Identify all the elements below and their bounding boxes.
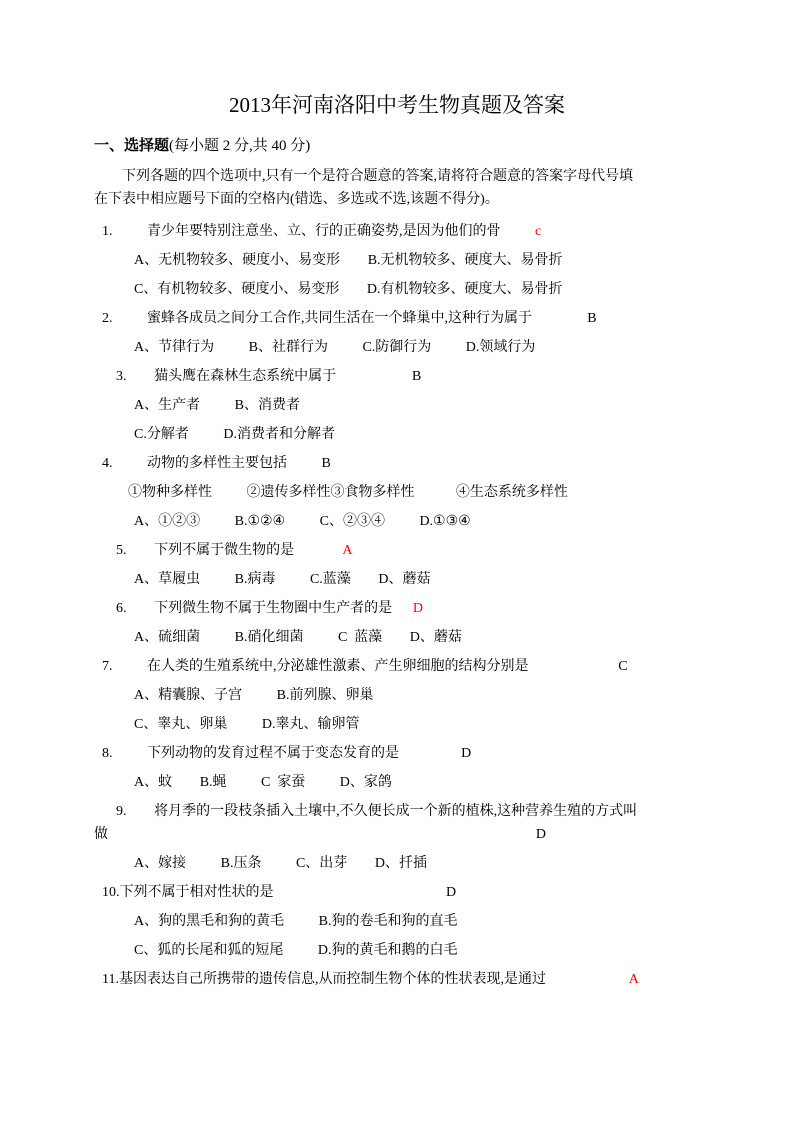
text-segment: ①物种多样性 ②遗传多样性③食物多样性 ④生态系统多样性: [128, 485, 568, 500]
text-segment: 8. 下列动物的发育过程不属于变态发育的是: [102, 746, 462, 761]
question-line: [94, 597, 700, 620]
text-segment: 6. 下列微生物不属于生物圈中生产者的是: [102, 601, 413, 616]
question-8: [94, 742, 700, 794]
section-heading-bold: 一、选择题: [94, 138, 170, 154]
options-line: [94, 910, 700, 933]
section-heading: [94, 135, 700, 158]
text-segment: A、硫细菌 B.硝化细菌 C 蓝藻 D、蘑菇: [134, 630, 462, 645]
options-line: [94, 713, 700, 736]
options-line: [94, 684, 700, 707]
question-11: [94, 968, 700, 991]
answer-letter: B: [587, 311, 597, 326]
answer-letter: D: [461, 746, 472, 761]
text-segment: A、生产者 B、消费者: [134, 398, 300, 413]
options-line: [94, 278, 700, 301]
options-line: [94, 423, 700, 446]
text-segment: C、有机物较多、硬度小、易变形 D.有机物较多、硬度大、易骨折: [134, 282, 563, 297]
text-segment: 9. 将月季的一段枝条插入土壤中,不久便长成一个新的植株,这种营养生殖的方式叫: [102, 804, 638, 819]
text-segment: 2. 蜜蜂各成员之间分工合作,共同生活在一个蜂巢中,这种行为属于: [102, 311, 588, 326]
answer-letter: c: [535, 224, 542, 239]
answer-letter: C: [618, 659, 628, 674]
answer-letter: D: [412, 601, 423, 616]
options-line: [94, 249, 700, 272]
question-9: [94, 800, 700, 875]
answer-letter: A: [628, 972, 639, 987]
options-line: [94, 939, 700, 962]
options-line: [94, 771, 700, 794]
text-segment: 4. 动物的多样性主要包括: [102, 456, 322, 471]
text-segment: A、蚊 B.蝇 C 家蚕 D、家鸽: [134, 775, 392, 790]
options-line: [94, 626, 700, 649]
text-segment: C、狐的长尾和狐的短尾 D.狗的黄毛和鹅的白毛: [134, 943, 458, 958]
question-line: [94, 220, 700, 243]
answer-letter: A: [342, 543, 353, 558]
text-segment: A、草履虫 B.病毒 C.蓝藻 D、蘑菇: [134, 572, 431, 587]
text-segment: 11.基因表达自己所携带的遗传信息,从而控制生物个体的性状表现,是通过: [102, 972, 629, 987]
text-segment: 7. 在人类的生殖系统中,分泌雄性激素、产生卵细胞的结构分别是: [102, 659, 619, 674]
question-2: [94, 307, 700, 359]
question-line: [94, 452, 700, 475]
text-segment: C、睾丸、卵巢 D.睾丸、输卵管: [134, 717, 360, 732]
text-segment: 10.下列不属于相对性状的是: [102, 885, 446, 900]
question-10: [94, 881, 700, 962]
answer-letter: B: [321, 456, 331, 471]
text-segment: 5. 下列不属于微生物的是: [102, 543, 343, 558]
question-line: [94, 365, 700, 388]
exam-title: 2013年河南洛阳中考生物真题及答案: [229, 93, 565, 117]
question-line: [94, 539, 700, 562]
text-segment: 1. 青少年要特别注意坐、立、行的正确姿势,是因为他们的骨: [102, 224, 535, 239]
text-segment: A、节律行为 B、社群行为 C.防御行为 D.领域行为: [134, 340, 536, 355]
question-list: [94, 220, 700, 991]
question-4: [94, 452, 700, 533]
sub-items-line: [94, 481, 700, 504]
text-segment: 3. 猫头鹰在森林生态系统中属于: [102, 369, 412, 384]
answer-letter: B: [412, 369, 422, 384]
options-line: [94, 394, 700, 417]
question-line: [94, 968, 700, 991]
intro-paragraph: [94, 165, 700, 211]
question-1: [94, 220, 700, 301]
question-3: [94, 365, 700, 446]
text-segment: A、①②③ B.①②④ C、②③④ D.①③④: [134, 514, 471, 529]
text-segment: A、嫁接 B.压条 C、出芽 D、扦插: [134, 856, 427, 871]
intro-line-1: 下列各题的四个选项中,只有一个是符合题意的答案,请将符合题意的答案字母代号填: [122, 169, 633, 184]
question-5: [94, 539, 700, 591]
question-line: [94, 800, 700, 823]
text-segment: C.分解者 D.消费者和分解者: [134, 427, 335, 442]
question-line: [94, 307, 700, 330]
section-heading-rest: (每小题 2 分,共 40 分): [169, 138, 311, 154]
question-7: [94, 655, 700, 736]
question-continuation-line: [94, 823, 700, 846]
text-segment: A、精囊腺、子宫 B.前列腺、卵巢: [134, 688, 374, 703]
question-line: [94, 881, 700, 904]
question-line: [94, 655, 700, 678]
question-line: [94, 742, 700, 765]
text-segment: A、狗的黑毛和狗的黄毛 B.狗的卷毛和狗的直毛: [134, 914, 458, 929]
answer-letter: D: [446, 885, 457, 900]
answer-letter: D: [535, 827, 546, 842]
options-line: [94, 568, 700, 591]
text-segment: 做: [94, 827, 536, 842]
text-segment: A、无机物较多、硬度小、易变形 B.无机物较多、硬度大、易骨折: [134, 253, 563, 268]
options-line: [94, 852, 700, 875]
intro-line-2: 在下表中相应题号下面的空格内(错选、多选或不选,该题不得分)。: [94, 192, 499, 207]
options-line: [94, 336, 700, 359]
options-line: [94, 510, 700, 533]
question-6: [94, 597, 700, 649]
